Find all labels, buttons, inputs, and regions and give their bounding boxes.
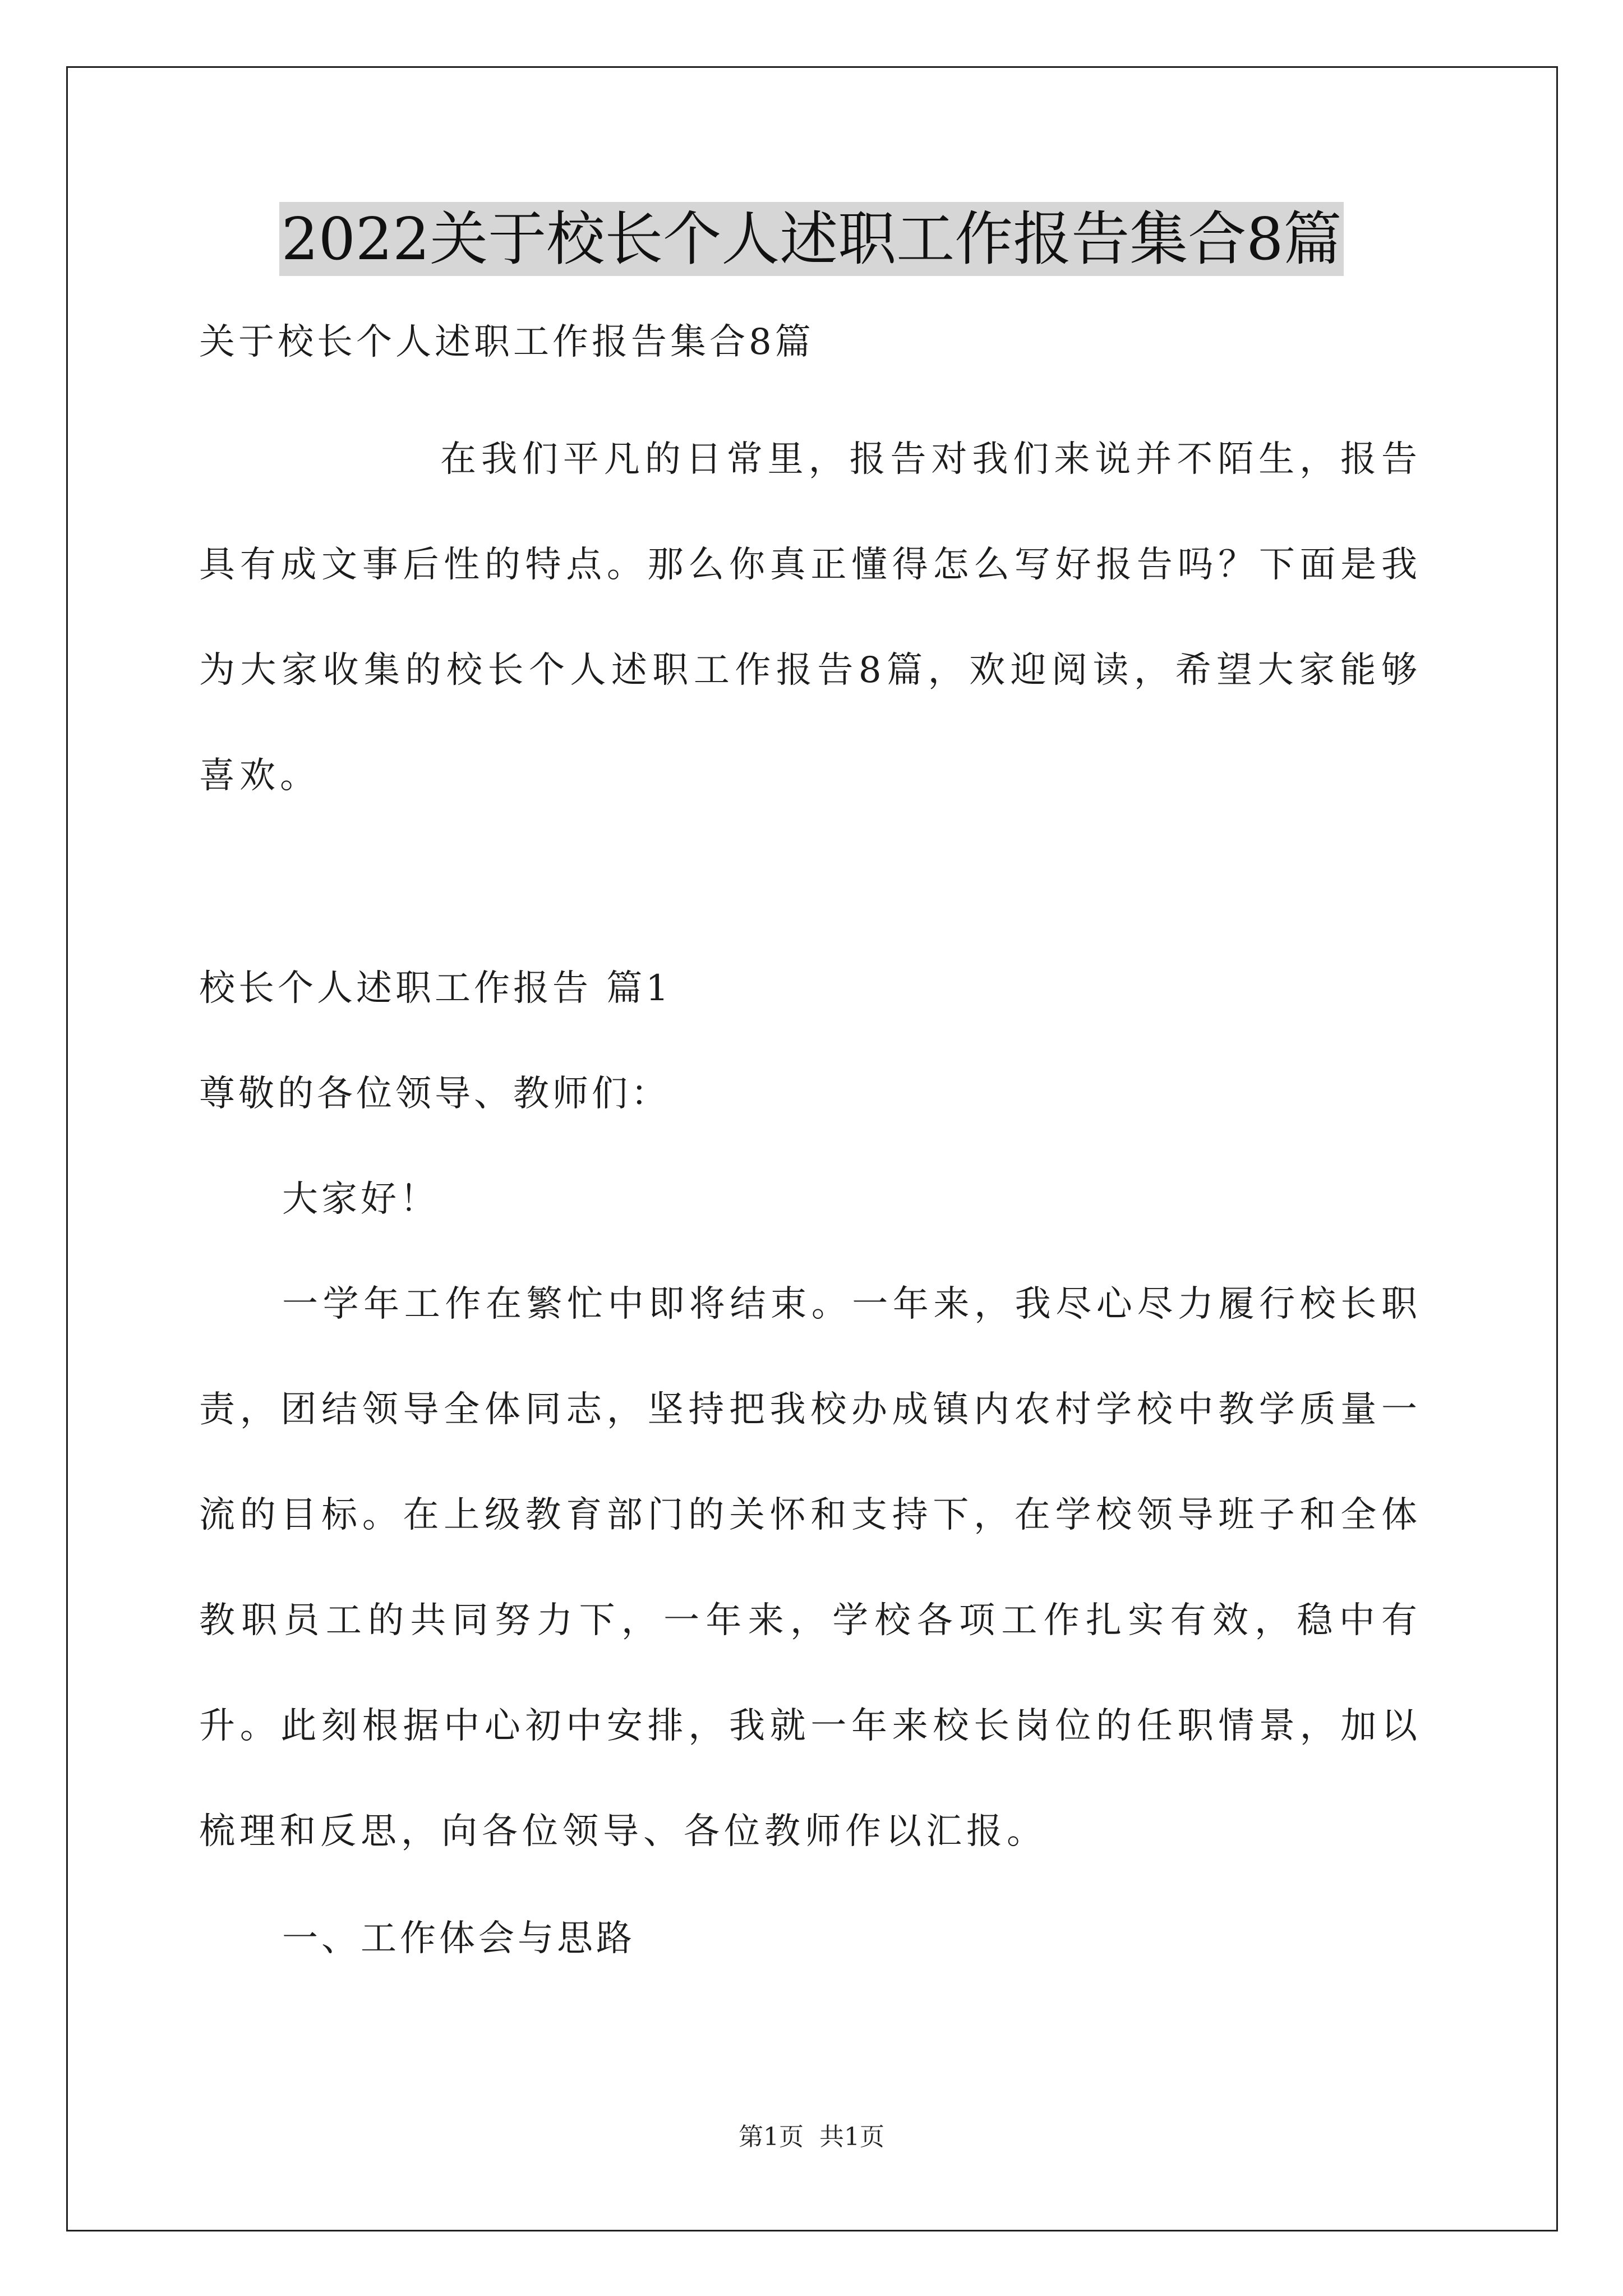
page-total: 共1页: [819, 2123, 884, 2151]
greeting: 大家好！: [282, 1179, 439, 1220]
outline-heading: 一、工作体会与思路: [282, 1918, 635, 1959]
title-container: [0, 202, 1623, 276]
page-footer: [0, 2120, 1623, 2154]
page-number: 第1页: [739, 2123, 804, 2151]
body-paragraph: 一学年工作在繁忙中即将结束。一年来，我尽心尽力履行校长职责，团结领导全体同志，坚持把我校办成镇内农村学校中教学质量一流的目标。在上级教育部门的关怀和支持下，在学校领导班子和全体教职员工的共同努力下，一年来，学校各项工作扎实有效，稳中有升。此刻根据中心初中安排，我就一年来校长岗位的任职情景，加以梳理和反思，向各位领导、各位教师作以汇报。: [199, 1283, 1422, 1852]
intro-paragraph: 在我们平凡的日常里，报告对我们来说并不陌生，报告具有成文事后性的特点。那么你真正懂得怎么写好报告吗？下面是我为大家收集的校长个人述职工作报告8篇，欢迎阅读，希望大家能够喜欢。: [199, 439, 1422, 797]
salutation: 尊敬的各位领导、教师们：: [199, 1073, 670, 1115]
document-subtitle: 关于校长个人述职工作报告集合8篇: [199, 321, 814, 363]
page-border: [66, 66, 1558, 2231]
document-title: 2022关于校长个人述职工作报告集合8篇: [279, 202, 1344, 276]
section-heading: 校长个人述职工作报告 篇1: [199, 968, 672, 1009]
